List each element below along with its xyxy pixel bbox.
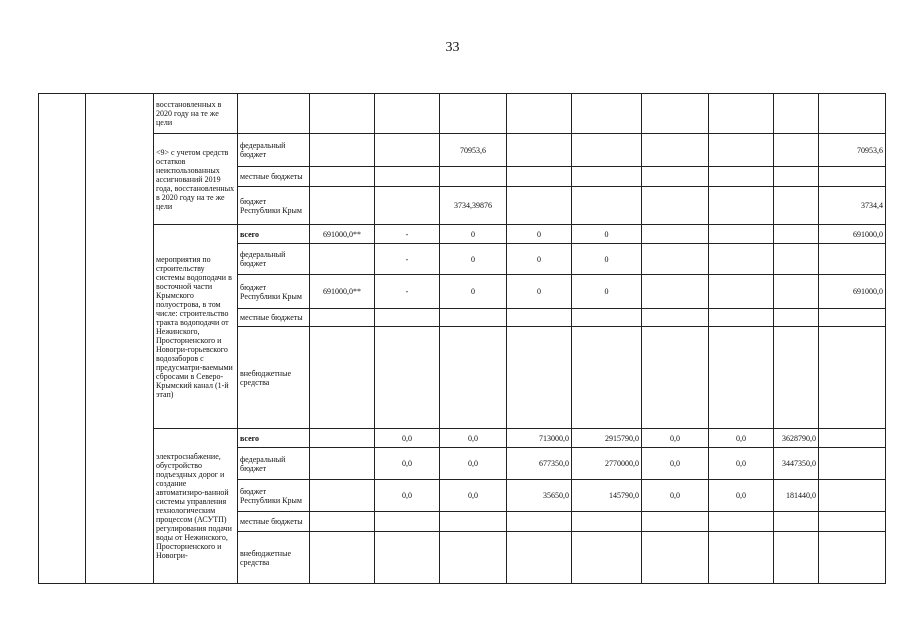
value-cell — [440, 532, 507, 584]
value-cell: 691000,0 — [819, 275, 886, 309]
value-cell — [819, 512, 886, 532]
value-cell — [642, 512, 709, 532]
funding-source: местные бюджеты — [238, 167, 310, 187]
value-cell — [709, 94, 774, 134]
value-cell: 691000,0 — [819, 225, 886, 244]
value-cell — [440, 94, 507, 134]
funding-source: местные бюджеты — [238, 512, 310, 532]
value-cell — [440, 327, 507, 429]
value-cell — [310, 167, 375, 187]
value-cell — [507, 512, 572, 532]
value-cell: 3447350,0 — [774, 448, 819, 480]
value-cell — [774, 512, 819, 532]
value-cell: 2770000,0 — [572, 448, 642, 480]
value-cell — [310, 429, 375, 448]
value-cell — [310, 532, 375, 584]
value-cell — [572, 94, 642, 134]
value-cell — [819, 448, 886, 480]
funding-source: федеральный бюджет — [238, 448, 310, 480]
value-cell — [774, 167, 819, 187]
value-cell — [819, 244, 886, 275]
value-cell — [375, 532, 440, 584]
value-cell — [572, 309, 642, 327]
funding-source: местные бюджеты — [238, 309, 310, 327]
value-cell — [774, 244, 819, 275]
value-cell — [709, 187, 774, 225]
value-cell: - — [375, 244, 440, 275]
value-cell — [507, 327, 572, 429]
value-cell — [709, 167, 774, 187]
value-cell: 0 — [440, 244, 507, 275]
value-cell: 0,0 — [375, 448, 440, 480]
col-program-cell — [86, 94, 154, 584]
value-cell: 35650,0 — [507, 480, 572, 512]
value-cell — [507, 94, 572, 134]
value-cell — [572, 512, 642, 532]
funding-source: внебюджетные средства — [238, 327, 310, 429]
value-cell — [310, 134, 375, 167]
value-cell — [819, 532, 886, 584]
value-cell — [375, 327, 440, 429]
funding-source: бюджет Республики Крым — [238, 275, 310, 309]
value-cell — [375, 167, 440, 187]
value-cell — [774, 327, 819, 429]
value-cell: 0,0 — [709, 448, 774, 480]
value-cell: 0 — [440, 275, 507, 309]
value-cell — [819, 167, 886, 187]
value-cell: 0,0 — [375, 429, 440, 448]
value-cell — [310, 244, 375, 275]
value-cell: 691000,0** — [310, 275, 375, 309]
value-cell — [440, 309, 507, 327]
value-cell — [642, 94, 709, 134]
value-cell: 70953,6 — [440, 134, 507, 167]
value-cell: 0,0 — [440, 448, 507, 480]
value-cell: 0,0 — [709, 429, 774, 448]
value-cell — [375, 187, 440, 225]
value-cell — [774, 225, 819, 244]
funding-source: федеральный бюджет — [238, 134, 310, 167]
value-cell: 0,0 — [642, 429, 709, 448]
value-cell — [642, 309, 709, 327]
value-cell — [819, 327, 886, 429]
value-cell — [572, 532, 642, 584]
funding-source: всего — [238, 429, 310, 448]
value-cell: 0,0 — [709, 480, 774, 512]
col-number-cell — [39, 94, 86, 584]
value-cell — [310, 187, 375, 225]
value-cell — [709, 134, 774, 167]
value-cell: 181440,0 — [774, 480, 819, 512]
funding-source: всего — [238, 225, 310, 244]
value-cell: 0,0 — [642, 448, 709, 480]
value-cell — [440, 512, 507, 532]
value-cell: 0 — [572, 275, 642, 309]
measure-description: мероприятия по строительству системы водоподачи в восточной части Крымского полуострова, в том числе: строительство тракта водоподачи от Нежинского, Просторненского и Новогри-горьевского водозаборов с предусматри-ваемыми сбросами в Северо-Крымский канал (1-й этап) — [154, 225, 238, 429]
funding-source: бюджет Республики Крым — [238, 187, 310, 225]
value-cell: 2915790,0 — [572, 429, 642, 448]
value-cell — [819, 429, 886, 448]
funding-source: федеральный бюджет — [238, 244, 310, 275]
value-cell: 3734,4 — [819, 187, 886, 225]
table-row — [39, 134, 886, 167]
value-cell — [572, 187, 642, 225]
value-cell: 0,0 — [440, 480, 507, 512]
value-cell — [642, 167, 709, 187]
value-cell: 677350,0 — [507, 448, 572, 480]
value-cell: 3734,39876 — [440, 187, 507, 225]
value-cell: 0,0 — [440, 429, 507, 448]
value-cell — [642, 244, 709, 275]
value-cell — [642, 275, 709, 309]
value-cell — [774, 94, 819, 134]
table-row — [39, 429, 886, 448]
value-cell — [709, 309, 774, 327]
value-cell — [375, 134, 440, 167]
value-cell — [709, 225, 774, 244]
value-cell: 0 — [507, 244, 572, 275]
value-cell — [507, 167, 572, 187]
funding-source: внебюджетные средства — [238, 532, 310, 584]
value-cell: 0,0 — [642, 480, 709, 512]
value-cell — [709, 275, 774, 309]
measure-description: <9> с учетом средств остатков неиспользованных ассигнований 2019 года, восстановленных в 2020 году на те же цели — [154, 134, 238, 225]
value-cell: - — [375, 225, 440, 244]
table-row — [39, 94, 886, 134]
funding-source: бюджет Республики Крым — [238, 480, 310, 512]
value-cell: 0 — [507, 225, 572, 244]
value-cell — [507, 532, 572, 584]
value-cell: 70953,6 — [819, 134, 886, 167]
value-cell — [310, 448, 375, 480]
value-cell: 691000,0** — [310, 225, 375, 244]
value-cell — [774, 134, 819, 167]
value-cell — [642, 187, 709, 225]
value-cell — [572, 134, 642, 167]
value-cell — [375, 309, 440, 327]
value-cell — [642, 327, 709, 429]
value-cell — [310, 309, 375, 327]
value-cell: 0 — [440, 225, 507, 244]
value-cell — [774, 275, 819, 309]
value-cell — [709, 532, 774, 584]
value-cell: - — [375, 275, 440, 309]
value-cell: 3628790,0 — [774, 429, 819, 448]
value-cell — [709, 327, 774, 429]
value-cell — [375, 94, 440, 134]
value-cell — [774, 309, 819, 327]
value-cell — [572, 327, 642, 429]
value-cell — [507, 187, 572, 225]
value-cell: 0,0 — [375, 480, 440, 512]
value-cell — [310, 512, 375, 532]
value-cell — [572, 167, 642, 187]
measure-description: электроснабжение, обустройство подъездных дорог и создание автоматизиро-ванной системы управления технологическим процессом (АСУТП) регулирования подачи воды от Нежинского, Просторненского и Новогри- — [154, 429, 238, 584]
funding-source — [238, 94, 310, 134]
page-number: 33 — [445, 40, 460, 55]
value-cell — [507, 309, 572, 327]
table-row — [39, 225, 886, 244]
value-cell — [774, 187, 819, 225]
value-cell: 713000,0 — [507, 429, 572, 448]
value-cell: 145790,0 — [572, 480, 642, 512]
value-cell — [375, 512, 440, 532]
value-cell — [310, 94, 375, 134]
value-cell — [819, 309, 886, 327]
value-cell — [642, 134, 709, 167]
value-cell — [310, 327, 375, 429]
value-cell — [709, 512, 774, 532]
value-cell — [440, 167, 507, 187]
value-cell — [642, 225, 709, 244]
value-cell — [774, 532, 819, 584]
value-cell — [507, 134, 572, 167]
value-cell: 0 — [572, 225, 642, 244]
value-cell: 0 — [572, 244, 642, 275]
measure-description: восстановленных в 2020 году на те же цели — [154, 94, 238, 134]
value-cell — [819, 480, 886, 512]
value-cell — [642, 532, 709, 584]
value-cell — [819, 94, 886, 134]
value-cell: 0 — [507, 275, 572, 309]
budget-table — [38, 93, 886, 584]
value-cell — [709, 244, 774, 275]
value-cell — [310, 480, 375, 512]
